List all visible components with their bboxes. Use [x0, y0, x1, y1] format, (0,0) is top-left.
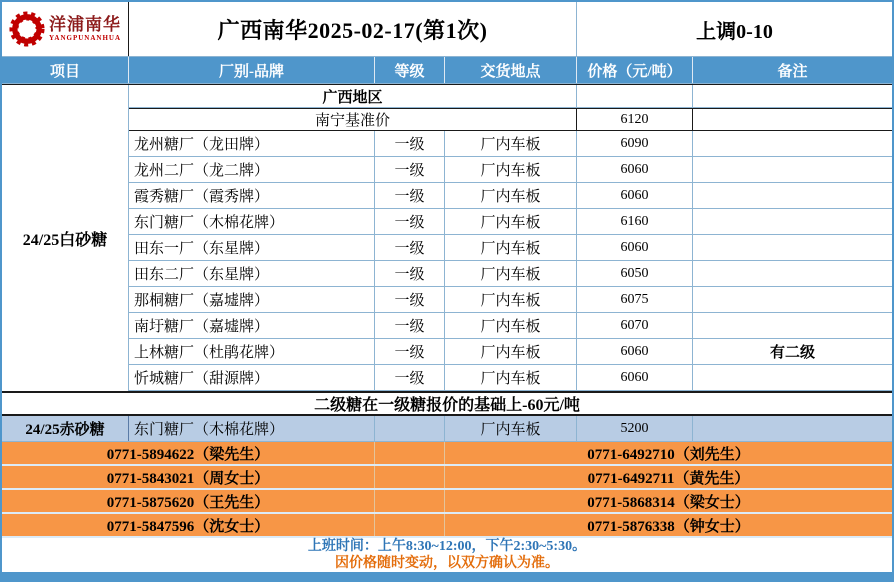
- benchmark-price: 6120: [577, 109, 693, 130]
- grade-cell: [375, 416, 445, 441]
- factory-cell: 龙州二厂（龙二牌）: [129, 157, 375, 182]
- contact-phone-right: 0771-5876338（钟女士）: [587, 518, 750, 535]
- brand-name-cn: 洋浦南华: [49, 15, 121, 34]
- location-cell: 厂内车板: [445, 365, 577, 390]
- logo-emblem-icon: [9, 11, 45, 47]
- price-cell: 6060: [577, 365, 693, 390]
- price-row: [129, 365, 892, 391]
- remark-cell: [693, 365, 892, 390]
- location-cell: 厂内车板: [445, 209, 577, 234]
- contact-spacer-cell: [375, 514, 445, 536]
- location-cell: 厂内车板: [445, 339, 577, 364]
- location-cell: 厂内车板: [445, 157, 577, 182]
- contact-row: [2, 442, 892, 466]
- price-adjustment: 上调0-10: [696, 20, 773, 43]
- contact-spacer-cell: [375, 490, 445, 512]
- contact-phone-right: 0771-5868314（梁女士）: [587, 494, 750, 511]
- location-cell: 厂内车板: [445, 261, 577, 286]
- contact-phone-left: 0771-5894622（梁先生）: [2, 442, 375, 464]
- header-remark: 备注: [777, 63, 808, 80]
- remark-cell: [693, 235, 892, 260]
- price-cell: 6160: [577, 209, 693, 234]
- factory-cell: 田东一厂（东星牌）: [129, 235, 375, 260]
- price-cell: 6060: [577, 157, 693, 182]
- remark-cell: [693, 157, 892, 182]
- benchmark-row: [129, 108, 892, 131]
- header-price: 价格（元/吨）: [577, 57, 693, 83]
- factory-cell: 上林糖厂（杜鹃花牌）: [129, 339, 375, 364]
- remark-cell: [693, 313, 892, 338]
- white-sugar-item-label: 24/25白砂糖: [2, 85, 129, 391]
- grade-cell: 一级: [375, 235, 445, 260]
- factory-cell: 田东二厂（东星牌）: [129, 261, 375, 286]
- price-row: [129, 235, 892, 261]
- region-remark-cell: [693, 85, 892, 107]
- price-disclaimer: 因价格随时变动，以双方确认为准。: [335, 556, 559, 571]
- grade-cell: 一级: [375, 287, 445, 312]
- contact-phone-left: 0771-5843021（周女士）: [2, 466, 375, 488]
- sheet-title: 广西南华2025-02-17(第1次): [129, 2, 577, 56]
- price-cell: 6060: [577, 339, 693, 364]
- region-price-cell: [577, 85, 693, 107]
- footer-notes: [2, 538, 892, 572]
- region-label: 广西地区: [129, 85, 577, 107]
- price-row: [129, 157, 892, 183]
- contact-row: [2, 490, 892, 514]
- red-sugar-item-label: 24/25赤砂糖: [2, 416, 129, 441]
- price-row: [129, 131, 892, 157]
- factory-cell: 东门糖厂（木棉花牌）: [129, 209, 375, 234]
- remark-cell: [693, 183, 892, 208]
- contact-phone-right: 0771-6492711（黄先生）: [587, 470, 750, 487]
- location-cell: 厂内车板: [445, 235, 577, 260]
- title-row: [2, 2, 892, 57]
- factory-cell: 东门糖厂（木棉花牌）: [129, 416, 375, 441]
- remark-cell: [693, 416, 892, 441]
- factory-cell: 那桐糖厂（嘉墟牌）: [129, 287, 375, 312]
- white-sugar-section: [2, 84, 892, 391]
- benchmark-remark-cell: [693, 109, 892, 130]
- location-cell: 厂内车板: [445, 313, 577, 338]
- contact-phone-right: 0771-6492710（刘先生）: [587, 446, 750, 463]
- remark-cell: [693, 209, 892, 234]
- header-grade: 等级: [375, 57, 445, 83]
- remark-cell: [693, 287, 892, 312]
- contact-spacer-cell: [375, 466, 445, 488]
- bottom-bar: [2, 572, 892, 580]
- contact-spacer-cell: [375, 442, 445, 464]
- remark-cell: 有二级: [769, 345, 815, 361]
- remark-cell: [693, 131, 892, 156]
- table-header-row: [2, 57, 892, 84]
- location-cell: 厂内车板: [445, 131, 577, 156]
- factory-cell: 忻城糖厂（甜源牌）: [129, 365, 375, 390]
- benchmark-label: 南宁基准价: [129, 109, 577, 130]
- price-row: [129, 183, 892, 209]
- red-sugar-row: [2, 416, 892, 442]
- header-factory-brand: 厂别-品牌: [129, 57, 375, 83]
- remark-cell: [693, 261, 892, 286]
- factory-cell: 龙州糖厂（龙田牌）: [129, 131, 375, 156]
- price-cell: 6060: [577, 183, 693, 208]
- location-cell: 厂内车板: [445, 287, 577, 312]
- header-delivery-location: 交货地点: [445, 57, 577, 83]
- working-hours: 上班时间：上午8:30~12:00，下午2:30~5:30。: [307, 539, 587, 554]
- price-cell: 6070: [577, 313, 693, 338]
- grade-cell: 一级: [375, 209, 445, 234]
- grade-cell: 一级: [375, 365, 445, 390]
- price-row: [129, 287, 892, 313]
- price-row: [129, 313, 892, 339]
- grade-cell: 一级: [375, 313, 445, 338]
- company-logo: [2, 2, 129, 56]
- contact-row: [2, 514, 892, 538]
- factory-cell: 南圩糖厂（嘉墟牌）: [129, 313, 375, 338]
- header-item: 项目: [2, 57, 129, 83]
- contact-phone-left: 0771-5875620（王先生）: [2, 490, 375, 512]
- contact-row: [2, 466, 892, 490]
- brand-name-en: YANGPUNANHUA: [48, 34, 122, 42]
- second-grade-note: 二级糖在一级糖报价的基础上-60元/吨: [2, 391, 892, 416]
- price-row: [129, 209, 892, 235]
- grade-cell: 一级: [375, 131, 445, 156]
- price-cell: 6050: [577, 261, 693, 286]
- contact-phone-left: 0771-5847596（沈女士）: [2, 514, 375, 536]
- grade-cell: 一级: [375, 183, 445, 208]
- location-cell: 厂内车板: [445, 183, 577, 208]
- price-cell: 6090: [577, 131, 693, 156]
- factory-cell: 霞秀糖厂（霞秀牌）: [129, 183, 375, 208]
- grade-cell: 一级: [375, 339, 445, 364]
- location-cell: 厂内车板: [445, 416, 577, 441]
- grade-cell: 一级: [375, 261, 445, 286]
- price-cell: 5200: [577, 416, 693, 441]
- price-row: [129, 339, 892, 365]
- price-row: [129, 261, 892, 287]
- region-row: [129, 85, 892, 108]
- price-cell: 6075: [577, 287, 693, 312]
- grade-cell: 一级: [375, 157, 445, 182]
- price-cell: 6060: [577, 235, 693, 260]
